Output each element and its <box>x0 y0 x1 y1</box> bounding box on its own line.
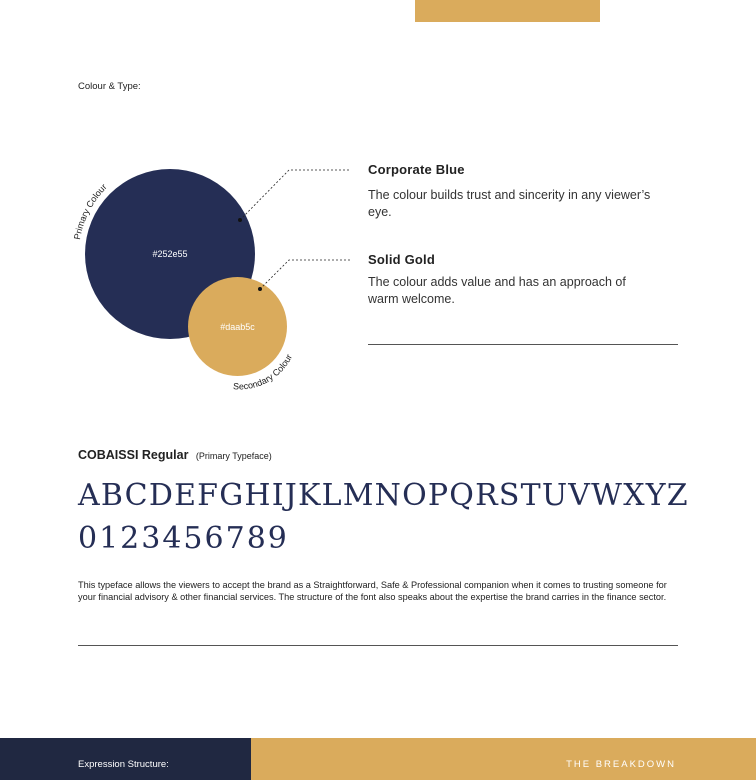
divider <box>368 344 678 345</box>
leader-line-secondary <box>260 260 350 289</box>
top-accent-bar <box>415 0 600 22</box>
secondary-colour-description: The colour adds value and has an approach of warm welcome. <box>368 275 626 306</box>
typeface-alphabet-specimen: ABCDEFGHIJKLMNOPQRSTUVWXYZ <box>78 478 689 513</box>
typeface-description: This typeface allows the viewers to accept the brand as a Straightforward, Safe & Professional companion when it comes to trusting someone for your financial advisory & other financial services. The structure of the font also speaks about the expertise the brand carries in the finance sector. <box>78 580 667 602</box>
primary-role-label: Primary Colour <box>72 181 109 241</box>
primary-hex-label: #252e55 <box>152 249 188 259</box>
primary-colour-name: Corporate Blue <box>368 162 465 177</box>
section-label: Colour & Type: <box>78 81 141 92</box>
leader-line-primary <box>240 170 350 220</box>
secondary-role-label: Secondary Colour <box>232 352 295 392</box>
footer-right-panel <box>251 738 756 780</box>
typeface-note: (Primary Typeface) <box>195 451 272 461</box>
footer-brand-label: THE BREAKDOWN <box>566 759 676 770</box>
divider <box>78 645 678 646</box>
secondary-hex-label: #daab5c <box>220 321 255 332</box>
typeface-name: COBAISSI Regular <box>78 448 189 462</box>
primary-colour-description: The colour builds trust and sincerity in any viewer’s eye. <box>368 188 651 219</box>
secondary-colour-name: Solid Gold <box>368 252 435 267</box>
footer-section-label: Expression Structure: <box>78 759 169 770</box>
typeface-digits-specimen: 0123456789 <box>78 521 289 556</box>
secondary-colour-swatch <box>188 277 287 376</box>
typeface-title <box>78 448 272 462</box>
